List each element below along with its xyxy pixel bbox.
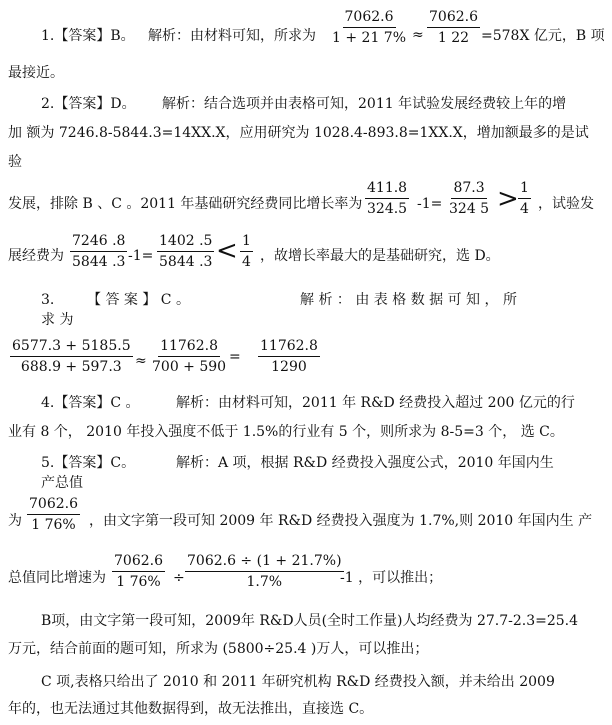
q5-fraction-1-numerator: 7062.6 xyxy=(27,497,80,515)
q3-analysis-text: 解 析 ： 由 表 格 数 据 可 知 ， 所 xyxy=(300,292,517,308)
q5-body-line-6: 万元，结合前面的题可知，所求为 (5800÷25.4 )万人，可以推出； xyxy=(8,641,429,657)
q3-approx-sign: ≈ xyxy=(135,353,147,369)
q3-fraction-1-numerator: 6577.3 + 5185.5 xyxy=(10,339,133,357)
q2-fraction-5-numerator: 1402 .5 xyxy=(157,234,214,252)
q1-approx-sign: ≈ xyxy=(412,27,424,43)
q5-body-line-8: 年的，也无法通过其他数据得到，故无法推出，直接选 C。 xyxy=(8,701,374,717)
q2-fraction-5 xyxy=(157,234,214,269)
q2-less-than: < xyxy=(216,236,238,266)
q3-equals-sign: = xyxy=(229,349,241,365)
q5-fraction-3-denominator: 1.7% xyxy=(246,574,283,590)
q3-fraction-3 xyxy=(258,339,320,374)
q2-fraction-2-numerator: 87.3 xyxy=(451,181,486,199)
q2-answer-label: 2.【答案】D。 xyxy=(41,96,136,112)
q1-result-text: =578X 亿元，B 项 xyxy=(481,28,605,44)
q2-fraction-6 xyxy=(240,234,253,269)
q5-fraction-3 xyxy=(185,554,344,589)
q3-fraction-2 xyxy=(150,339,228,374)
q3-body-line-2: 求 为 xyxy=(41,312,74,328)
q2-fraction-3-numerator: 1 xyxy=(518,181,531,199)
q1-fraction-2 xyxy=(427,10,480,45)
q2-body-line-4: 发展，排除 B 、C 。2011 年基础研究经费同比增长率为 xyxy=(8,196,363,212)
q5-fraction-2-denominator: 1 76% xyxy=(116,574,161,590)
q3-fraction-3-numerator: 11762.8 xyxy=(258,339,320,357)
q1-fraction-1 xyxy=(330,10,408,45)
q1-fraction-1-numerator: 7062.6 xyxy=(343,10,396,28)
q3-fraction-3-denominator: 1290 xyxy=(271,359,307,375)
q5-fraction-2-numerator: 7062.6 xyxy=(112,554,165,572)
q5-answer-label: 5.【答案】C。 xyxy=(41,455,136,471)
q2-fraction-3-denominator: 4 xyxy=(520,201,529,217)
q3-answer-label: 【 答 案 】 C 。 xyxy=(87,292,190,308)
q2-fraction-6-numerator: 1 xyxy=(240,234,253,252)
q2-fraction-6-denominator: 4 xyxy=(242,254,251,270)
q1-analysis-text: 解析：由材料可知，所求为 xyxy=(148,28,316,44)
q5-body-line-3-end: ，由文字第一段可知 2009 年 R&D 经费投入强度为 1.7%,则 2010 年国内生 产 xyxy=(89,513,593,529)
q5-fraction-3-numerator: 7062.6 ÷ (1 + 21.7%) xyxy=(185,554,344,572)
q4-answer-label: 4.【答案】C 。 xyxy=(41,395,140,411)
q5-fraction-1-denominator: 1 76% xyxy=(31,517,76,533)
q2-minus-one-2: -1= xyxy=(128,248,154,264)
q2-fraction-1-denominator: 324.5 xyxy=(367,201,408,217)
q2-minus-one: -1= xyxy=(417,196,443,212)
q2-fraction-2 xyxy=(447,181,491,216)
q2-body-line-2: 加 额为 7246.8-5844.3=14XX.X，应用研究为 1028.4-893.8=1XX.X，增加额最多的是试 xyxy=(8,125,589,141)
q2-analysis-text: 解析：结合选项并由表格可知，2011 年试验发展经费较上年的增 xyxy=(162,96,567,112)
q1-fraction-1-denominator: 1 + 21 7% xyxy=(332,30,407,46)
q1-fraction-2-denominator: 1 22 xyxy=(437,30,470,46)
q2-body-line-5: 展经费为 xyxy=(8,248,64,264)
q2-fraction-5-denominator: 5844 .3 xyxy=(159,254,213,270)
q2-body-line-3: 验 xyxy=(8,154,22,170)
q2-fraction-4-denominator: 5844 .3 xyxy=(72,254,126,270)
q5-body-line-7: C 项,表格只给出了 2010 和 2011 年研究机构 R&D 经费投入额，并未给出 2009 xyxy=(41,674,555,690)
q3-fraction-1-denominator: 688.9 + 597.3 xyxy=(20,359,122,375)
q3-number: 3. xyxy=(41,292,55,308)
q4-analysis-text: 解析：由材料可知，2011 年 R&D 经费投入超过 200 亿元的行 xyxy=(176,395,575,411)
q5-fraction-2 xyxy=(112,554,165,589)
q3-fraction-1 xyxy=(10,339,133,374)
q3-fraction-2-denominator: 700 + 590 xyxy=(152,359,227,375)
q2-fraction-4-numerator: 7246 .8 xyxy=(70,234,127,252)
q4-body-line-2: 业有 8 个， 2010 年投入强度不低于 1.5%的行业有 5 个，则所求为 8-5=3 个， 选 C。 xyxy=(8,424,564,440)
q2-fraction-3 xyxy=(518,181,531,216)
q5-body-line-2: 产总值 xyxy=(41,475,83,491)
q5-divide-sign: ÷ xyxy=(173,570,185,586)
q2-fraction-1-numerator: 411.8 xyxy=(365,181,409,199)
q2-greater-than: > xyxy=(497,184,519,214)
q2-fraction-4 xyxy=(70,234,127,269)
q2-body-line-4-end: ，试验发 xyxy=(538,196,594,212)
q2-conclusion-text: ，故增长率最大的是基础研究，选 D。 xyxy=(260,248,500,264)
q5-analysis-text: 解析：A 项，根据 R&D 经费投入强度公式，2010 年国内生 xyxy=(176,455,554,471)
q5-body-line-4: 总值同比增速为 xyxy=(8,570,106,586)
q2-fraction-2-denominator: 324 5 xyxy=(449,201,490,217)
q2-fraction-1 xyxy=(365,181,409,216)
q5-body-line-4-end: -1 ，可以推出； xyxy=(340,570,443,586)
q1-conclusion-text: 最接近。 xyxy=(8,65,64,81)
q5-body-line-5: B项，由文字第一段可知，2009年 R&D人员(全时工作量)人均经费为 27.7-2.3=25.4 xyxy=(41,613,579,629)
q5-fraction-1 xyxy=(27,497,80,532)
q1-fraction-2-numerator: 7062.6 xyxy=(427,10,480,28)
q1-answer-label: 1.【答案】B。 xyxy=(41,28,135,44)
q3-fraction-2-numerator: 11762.8 xyxy=(158,339,220,357)
q5-body-line-3: 为 xyxy=(8,513,22,529)
